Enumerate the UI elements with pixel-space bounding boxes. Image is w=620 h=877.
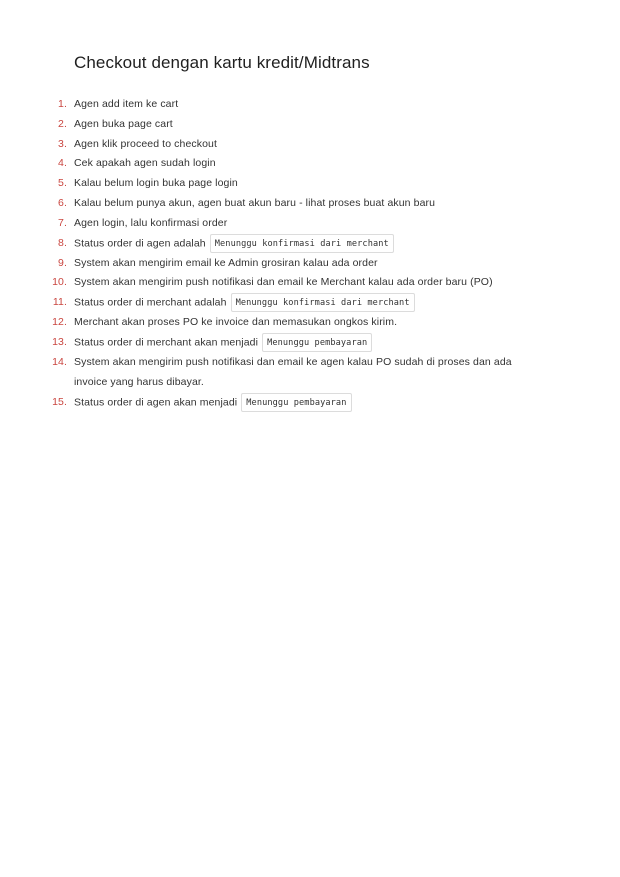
step-text: Status order di merchant adalah [74,296,227,309]
list-item [0,214,540,234]
order-status-code: Menunggu konfirmasi dari merchant [231,293,415,312]
step-text: Agen login, lalu konfirmasi order [74,216,228,229]
checkout-steps-list [0,95,540,413]
step-number: 13. [52,336,67,349]
step-text: Cek apakah agen sudah login [74,157,216,170]
list-item [0,115,540,135]
list-item [0,135,540,155]
step-number: 9. [58,256,67,269]
list-item [0,293,540,313]
list-item [0,234,540,254]
step-number: 2. [58,117,67,130]
step-text: Status order di agen adalah [74,236,206,249]
step-text: Kalau belum login buka page login [74,177,238,190]
step-text: System akan mengirim push notifikasi dan email ke Merchant kalau ada order baru (PO) [74,276,493,289]
list-item [0,194,540,214]
step-text: Agen add item ke cart [74,98,179,110]
step-number: 4. [58,157,67,170]
list-item [0,154,540,174]
list-item [0,95,540,115]
step-number: 10. [52,276,67,289]
step-number: 6. [58,196,67,209]
step-number: 5. [58,177,67,190]
step-text: System akan mengirim push notifikasi dan email ke agen kalau PO sudah di proses dan ada invoice yang harus dibayar. [74,356,512,388]
step-text: Status order di agen akan menjadi [74,396,238,409]
list-item [0,273,540,293]
step-text: Status order di merchant akan menjadi [74,336,259,349]
step-number: 11. [52,296,67,309]
step-number: 15. [52,395,67,408]
step-text: System akan mengirim email ke Admin grosiran kalau ada order [74,256,378,269]
order-status-code: Menunggu pembayaran [262,333,372,352]
step-number: 8. [58,236,67,249]
order-status-code: Menunggu konfirmasi dari merchant [210,234,394,253]
list-item [0,254,540,274]
page-title: Checkout dengan kartu kredit/Midtrans [74,53,370,72]
step-text: Agen klik proceed to checkout [74,137,217,150]
step-number: 1. [58,98,67,110]
step-number: 7. [58,216,67,229]
step-number: 3. [58,137,67,150]
order-status-code: Menunggu pembayaran [241,393,351,412]
list-item [0,313,540,333]
list-item [0,353,540,393]
step-number: 14. [52,356,67,369]
step-text: Merchant akan proses PO ke invoice dan memasukan ongkos kirim. [74,316,398,329]
step-number: 12. [52,316,67,329]
step-text: Agen buka page cart [74,117,173,130]
list-item [0,393,540,413]
step-text: Kalau belum punya akun, agen buat akun baru - lihat proses buat akun baru [74,196,436,209]
list-item [0,333,540,353]
list-item [0,174,540,194]
